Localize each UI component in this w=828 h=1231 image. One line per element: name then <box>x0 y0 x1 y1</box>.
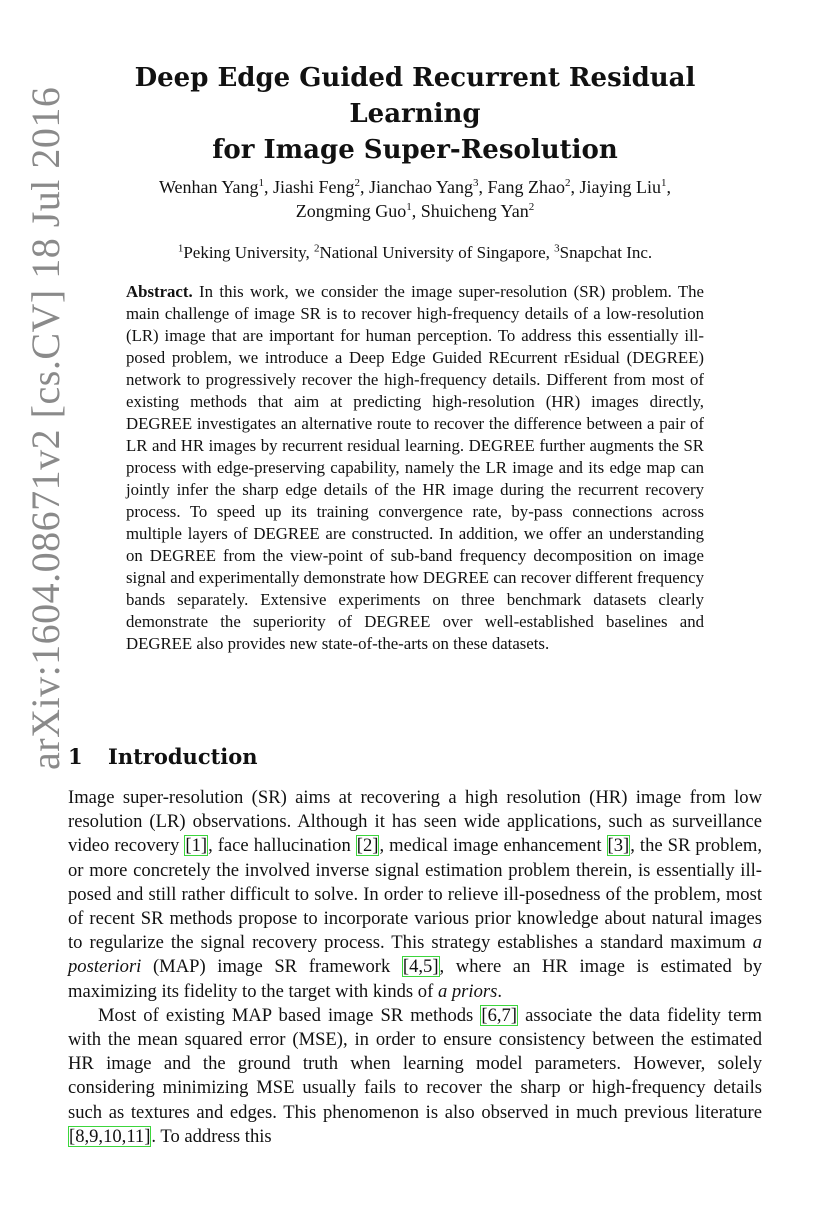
citation-link[interactable]: [8,9,10,11] <box>69 1125 151 1147</box>
paragraph: Image super-resolution (SR) aims at recovering a high resolution (HR) image from low resolution (LR) observations. Although it has seen wide applications, such as surveillance video recovery [1], face hallucination [2], medical image enhancement [3], the SR problem, or more concretely the involved inverse signal estimation problem therein, is essentially ill-posed and still rather difficult to solve. In order to relieve ill-posedness of the problem, most of recent SR methods propose to incorporate various prior knowledge about natural images to regularize the signal recovery process. This strategy establishes a standard maximum a posteriori (MAP) image SR framework [4,5], where an HR image is estimated by maximizing its fidelity to the target with kinds of a priors. <box>68 787 762 1002</box>
citation-link[interactable]: [1] <box>185 835 208 857</box>
affiliation-list <box>68 241 762 265</box>
section-title: Introduction <box>108 744 258 769</box>
author: Jiashi Feng$^2$, <box>273 177 370 197</box>
title-line-1: Deep Edge Guided Recurrent Residual Learning <box>134 63 696 129</box>
affiliation: $^3$Snapchat Inc. <box>554 242 653 262</box>
paper-title <box>68 60 762 168</box>
author: Fang Zhao$^2$, <box>487 177 580 197</box>
author-list <box>68 175 762 223</box>
abstract-label: Abstract. <box>126 282 193 301</box>
abstract <box>126 281 704 655</box>
section-heading <box>68 742 258 772</box>
citation-link[interactable]: [3] <box>607 835 630 857</box>
citation-link[interactable]: [6,7] <box>481 1004 518 1026</box>
citation-link[interactable]: [2] <box>356 835 379 857</box>
author: Wenhan Yang$^1$, <box>158 177 274 197</box>
section-number: 1 <box>68 744 83 769</box>
author: Zongming Guo$^1$, <box>295 201 421 221</box>
affiliation: $^2$National University of Singapore, <box>313 242 555 262</box>
author: Jiaying Liu$^1$, <box>579 177 672 197</box>
affiliation: $^1$Peking University, <box>177 242 314 262</box>
author: Shuicheng Yan$^2$ <box>420 201 535 221</box>
body-text <box>68 786 762 1149</box>
abstract-text: In this work, we consider the image super-resolution (SR) problem. The main challenge of image SR is to recover high-frequency details of a low-resolution (LR) image that are important for human perception. To address this essentially ill-posed problem, we introduce a Deep Edge Guided REcurrent rEsidual (DEGREE) network to progressively recover the high-frequency details. Different from most of existing methods that aim at predicting high-resolution (HR) images directly, DEGREE investigates an alternative route to recover the difference between a pair of LR and HR images by recurrent residual learning. DEGREE further augments the SR process with edge-preserving capability, namely the LR image and its edge map can jointly infer the sharp edge details of the HR image during the recurrent recovery process. To speed up its training convergence rate, by-pass connections across multiple layers of DEGREE are constructed. In addition, we offer an understanding on DEGREE from the view-point of sub-band frequency decomposition on image signal and experimentally demonstrate how DEGREE can recover different frequency bands separately. Extensive experiments on three benchmark datasets clearly demonstrate the superiority of DEGREE over well-established baselines and DEGREE also provides new state-of-the-arts on these datasets. <box>126 282 705 653</box>
arxiv-stamp: arXiv:1604.08671v2 [cs.CV] 18 Jul 2016 <box>23 86 68 770</box>
paragraph: Most of existing MAP based image SR methods [6,7] associate the data fidelity term with the mean squared error (MSE), in order to ensure consistency between the estimated HR image and the ground truth when learning model parameters. However, solely considering minimizing MSE usually fails to recover the sharp or high-frequency details such as textures and edges. This phenomenon is also observed in much previous literature [8,9,10,11]. To address this <box>68 1004 762 1147</box>
title-line-2: for Image Super-Resolution <box>212 135 618 165</box>
citation-link[interactable]: [4,5] <box>402 956 439 978</box>
author: Jianchao Yang$^3$, <box>369 177 488 197</box>
